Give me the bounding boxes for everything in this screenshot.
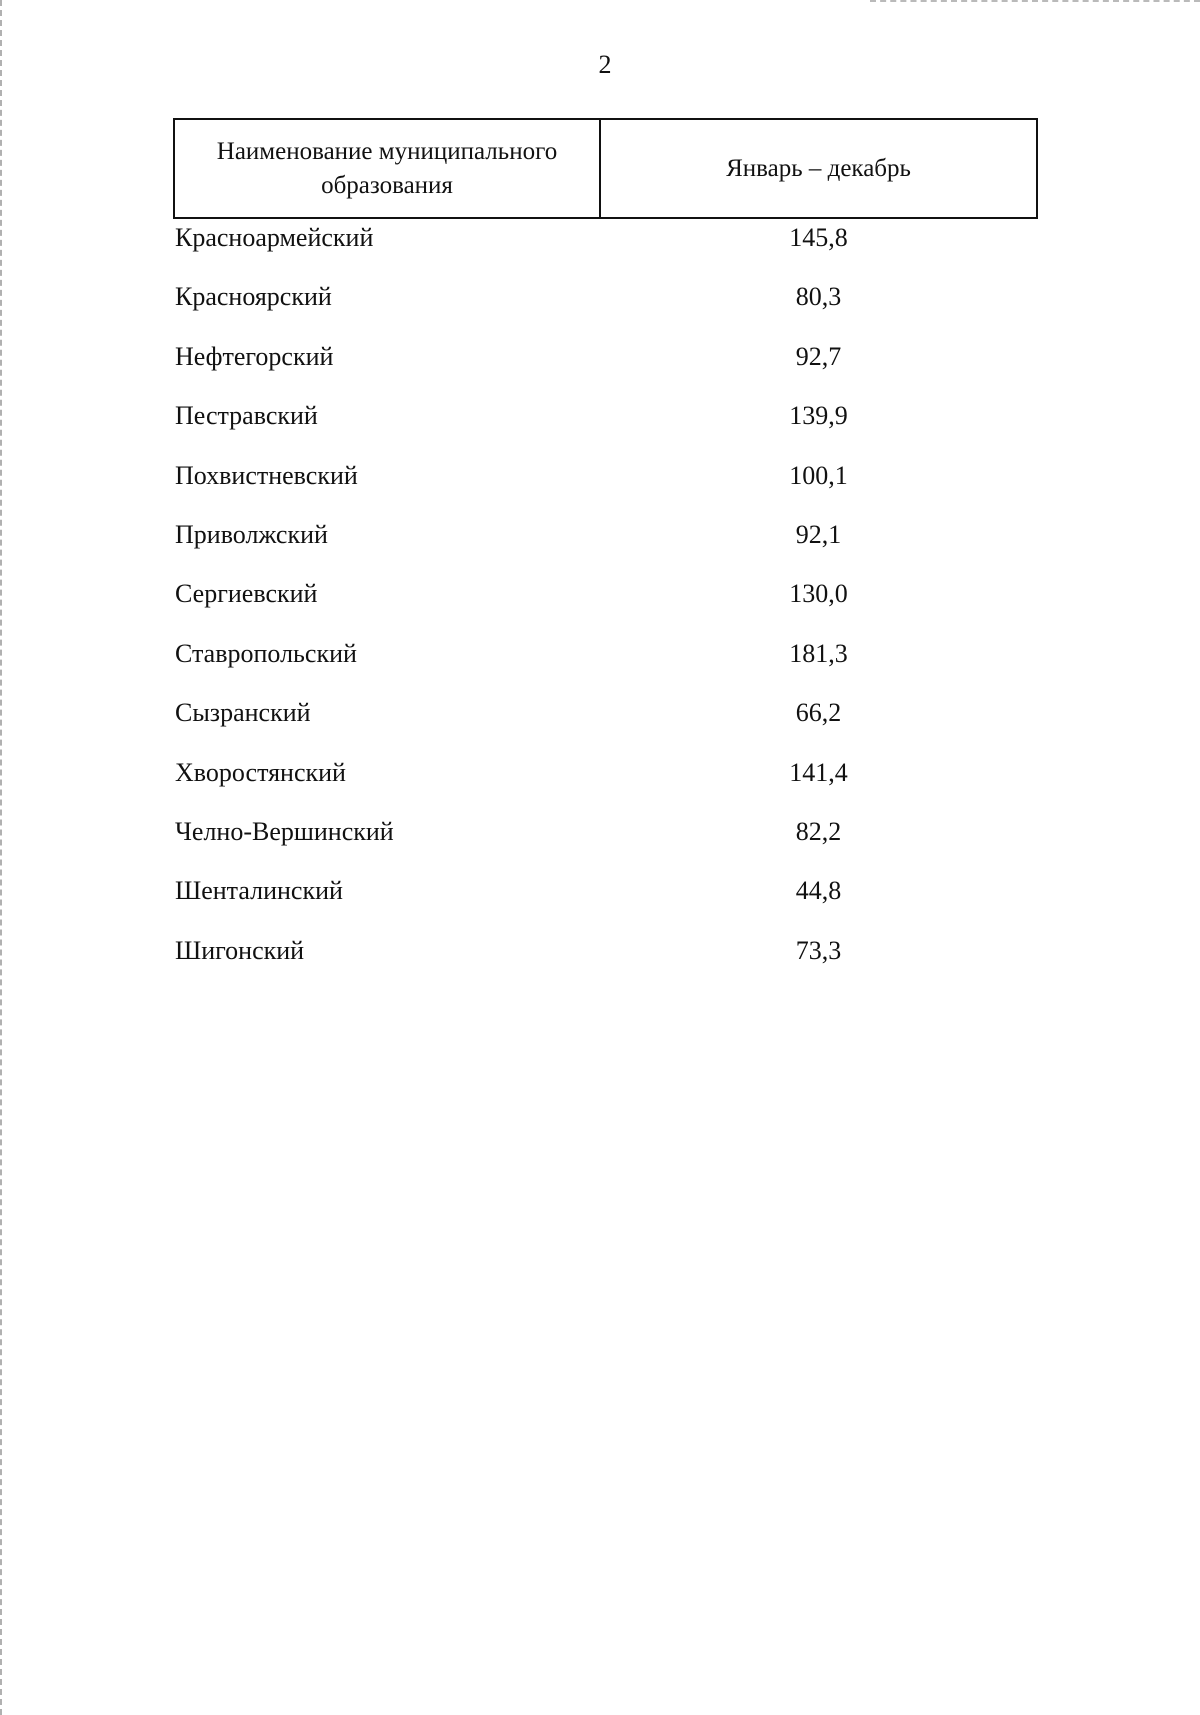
row-name: Сергиевский <box>175 579 318 609</box>
page-number: 2 <box>598 50 612 79</box>
table-row <box>173 577 1038 636</box>
row-value: 80,3 <box>795 282 842 312</box>
table-row <box>173 934 1038 993</box>
table-row <box>173 280 1038 339</box>
table-row <box>173 518 1038 577</box>
row-value: 92,1 <box>795 519 842 549</box>
scan-edge-left <box>0 0 5 1715</box>
row-name: Хворостянский <box>175 757 346 787</box>
row-name: Похвистневский <box>175 460 358 490</box>
row-value: 145,8 <box>789 223 848 252</box>
row-name: Нефтегорский <box>175 341 334 371</box>
row-name: Шигонский <box>175 935 305 965</box>
row-value: 130,0 <box>789 579 848 609</box>
table-row <box>173 340 1038 399</box>
header-period: Январь – декабрь <box>726 154 911 182</box>
row-value: 92,7 <box>795 341 842 371</box>
header-municipality: Наименование муниципального образования <box>175 120 601 217</box>
table-row <box>173 756 1038 815</box>
row-value: 82,2 <box>795 816 842 846</box>
row-name: Челно-Вершинский <box>175 816 394 846</box>
row-name: Сызранский <box>175 698 311 728</box>
row-value: 66,2 <box>795 698 842 728</box>
table-header <box>173 118 1038 219</box>
row-value: 73,3 <box>795 935 842 965</box>
table-body <box>173 221 1038 993</box>
row-value: 141,4 <box>789 757 848 787</box>
table-row <box>173 874 1038 933</box>
row-name: Пестравский <box>175 401 318 431</box>
row-name: Красноармейский <box>175 223 374 252</box>
row-value: 139,9 <box>789 401 848 431</box>
row-value: 100,1 <box>789 460 848 490</box>
row-name: Ставропольский <box>175 638 357 668</box>
table-row <box>173 399 1038 458</box>
row-name: Шенталинский <box>175 876 343 906</box>
table-row <box>173 221 1038 280</box>
row-value: 181,3 <box>789 638 848 668</box>
table-row <box>173 459 1038 518</box>
table-row <box>173 637 1038 696</box>
data-table <box>173 118 1038 993</box>
row-name: Приволжский <box>175 519 328 549</box>
scan-edge-top <box>870 0 1200 4</box>
row-value: 44,8 <box>795 876 842 906</box>
row-name: Красноярский <box>175 282 332 312</box>
table-row <box>173 815 1038 874</box>
table-row <box>173 696 1038 755</box>
